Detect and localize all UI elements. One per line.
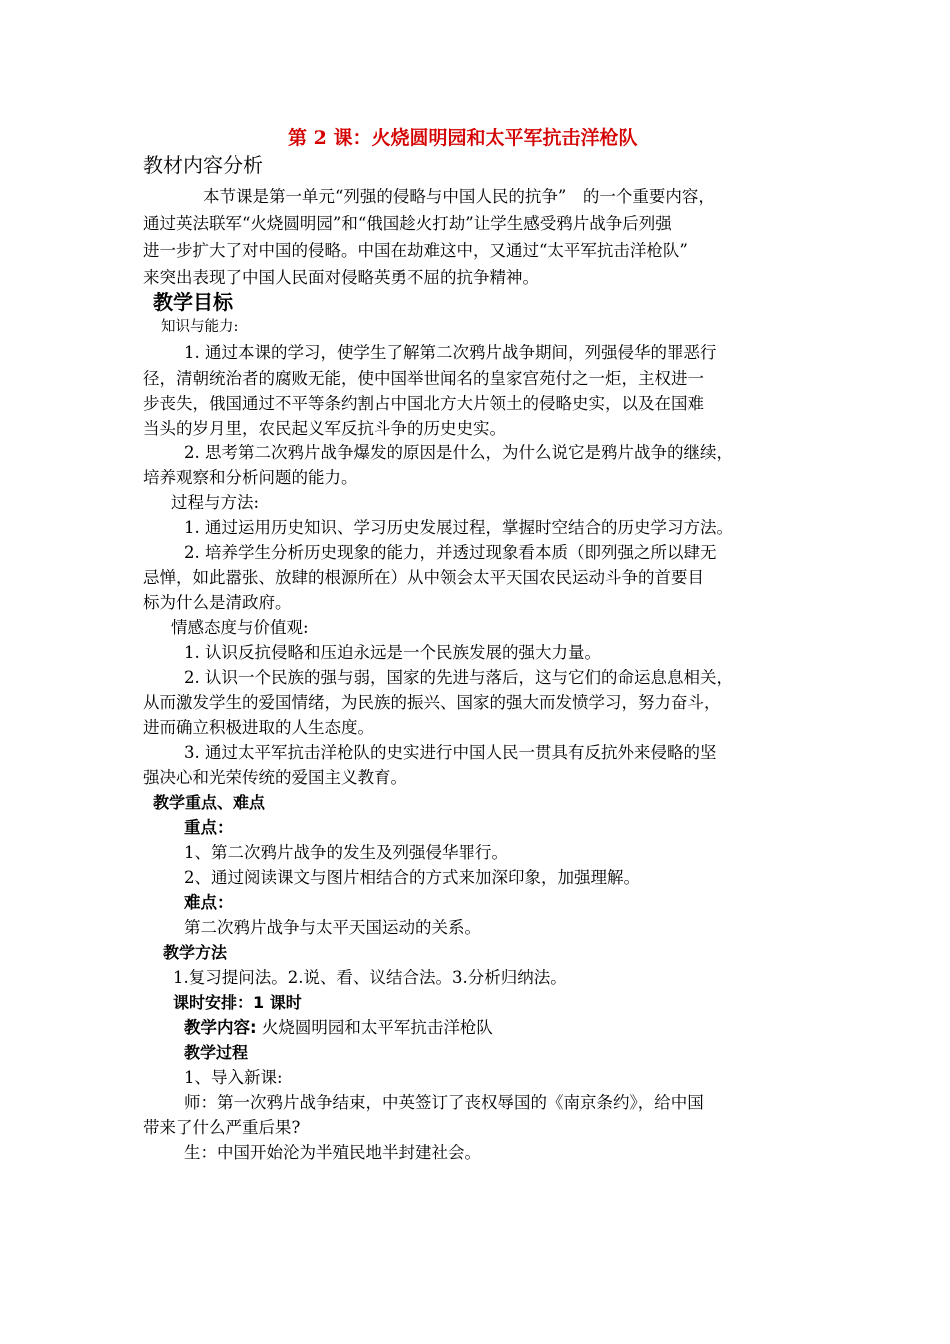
heading-analysis: 教材内容分析 bbox=[143, 153, 263, 177]
paragraph-line: 从而激发学生的爱国情绪，为民族的振兴、国家的强大而发愤学习，努力奋斗， bbox=[143, 693, 721, 712]
paragraph-line: 径，清朝统治者的腐败无能，使中国举世闻名的皇家宫苑付之一炬，主权进一 bbox=[143, 369, 704, 388]
paragraph-line: 标为什么是清政府。 bbox=[143, 593, 292, 612]
paragraph-line: 1. 认识反抗侵略和压迫永远是一个民族发展的强大力量。 bbox=[184, 643, 601, 662]
paragraph-line: 步丧失，俄国通过不平等条约割占中国北方大片领土的侵略史实，以及在国难 bbox=[143, 394, 704, 413]
page-title: 第 2 课：火烧圆明园和太平军抗击洋枪队 bbox=[288, 127, 638, 149]
paragraph-line: 本节课是第一单元“列强的侵略与中国人民的抗争” 的一个重要内容， bbox=[203, 187, 715, 206]
label-teaching-content: 教学内容: bbox=[184, 1018, 257, 1037]
paragraph-line: 进而确立积极进取的人生态度。 bbox=[143, 718, 374, 737]
paragraph-line: 2. 思考第二次鸦片战争爆发的原因是什么，为什么说它是鸦片战争的继续， bbox=[184, 443, 733, 462]
label-focus: 重点： bbox=[184, 818, 234, 837]
paragraph-line: 2、通过阅读课文与图片相结合的方式来加深印象，加强理解。 bbox=[184, 868, 640, 887]
heading-schedule: 课时安排：1 课时 bbox=[173, 993, 302, 1012]
paragraph-line: 1. 通过运用历史知识、学习历史发展过程，掌握时空结合的历史学习方法。 bbox=[184, 518, 733, 537]
teaching-content-row bbox=[184, 1018, 493, 1038]
heading-process: 教学过程 bbox=[184, 1043, 249, 1062]
paragraph-line: 第二次鸦片战争与太平天国运动的关系。 bbox=[184, 918, 481, 937]
heading-keypoints: 教学重点、难点 bbox=[153, 793, 266, 812]
paragraph-line: 生：中国开始沦为半殖民地半封建社会。 bbox=[184, 1143, 481, 1162]
paragraph-line: 1.复习提问法。2.说、看、议结合法。3.分析归纳法。 bbox=[173, 968, 567, 987]
heading-goals: 教学目标 bbox=[153, 290, 233, 314]
label-intro: 1、导入新课: bbox=[184, 1068, 283, 1087]
paragraph-line: 2. 认识一个民族的强与弱，国家的先进与落后，这与它们的命运息息相关， bbox=[184, 668, 733, 687]
heading-methods: 教学方法 bbox=[163, 943, 228, 962]
paragraph-line: 当头的岁月里，农民起义军反抗斗争的历史史实。 bbox=[143, 419, 506, 438]
paragraph-line: 进一步扩大了对中国的侵略。中国在劫难这中，又通过“太平军抗击洋枪队” bbox=[143, 241, 688, 260]
paragraph-line: 3. 通过太平军抗击洋枪队的史实进行中国人民一贯具有反抗外来侵略的坚 bbox=[184, 743, 717, 762]
paragraph-line: 2. 培养学生分析历史现象的能力，并透过现象看本质（即列强之所以肆无 bbox=[184, 543, 717, 562]
subheading-emotion: 情感态度与价值观: bbox=[171, 618, 309, 637]
paragraph-line: 强决心和光荣传统的爱国主义教育。 bbox=[143, 768, 407, 787]
subheading-process: 过程与方法: bbox=[171, 493, 260, 512]
paragraph-line: 培养观察和分析问题的能力。 bbox=[143, 468, 358, 487]
paragraph-line: 来突出表现了中国人民面对侵略英勇不屈的抗争精神。 bbox=[143, 268, 539, 287]
subheading-knowledge: 知识与能力: bbox=[161, 319, 239, 335]
paragraph-line: 1. 通过本课的学习，使学生了解第二次鸦片战争期间，列强侵华的罪恶行 bbox=[184, 343, 717, 362]
paragraph-line: 通过英法联军“火烧圆明园”和“俄国趁火打劫”让学生感受鸦片战争后列强 bbox=[143, 214, 672, 233]
paragraph-line: 带来了什么严重后果? bbox=[143, 1118, 301, 1137]
paragraph-line: 1、第二次鸦片战争的发生及列强侵华罪行。 bbox=[184, 843, 508, 862]
label-difficulty: 难点： bbox=[184, 893, 234, 912]
paragraph-line: 师：第一次鸦片战争结束，中英签订了丧权辱国的《南京条约》，给中国 bbox=[184, 1093, 704, 1112]
paragraph-line: 忌惮，如此嚣张、放肆的根源所在）从中领会太平天国农民运动斗争的首要目 bbox=[143, 568, 704, 587]
value-teaching-content: 火烧圆明园和太平军抗击洋枪队 bbox=[261, 1018, 493, 1037]
